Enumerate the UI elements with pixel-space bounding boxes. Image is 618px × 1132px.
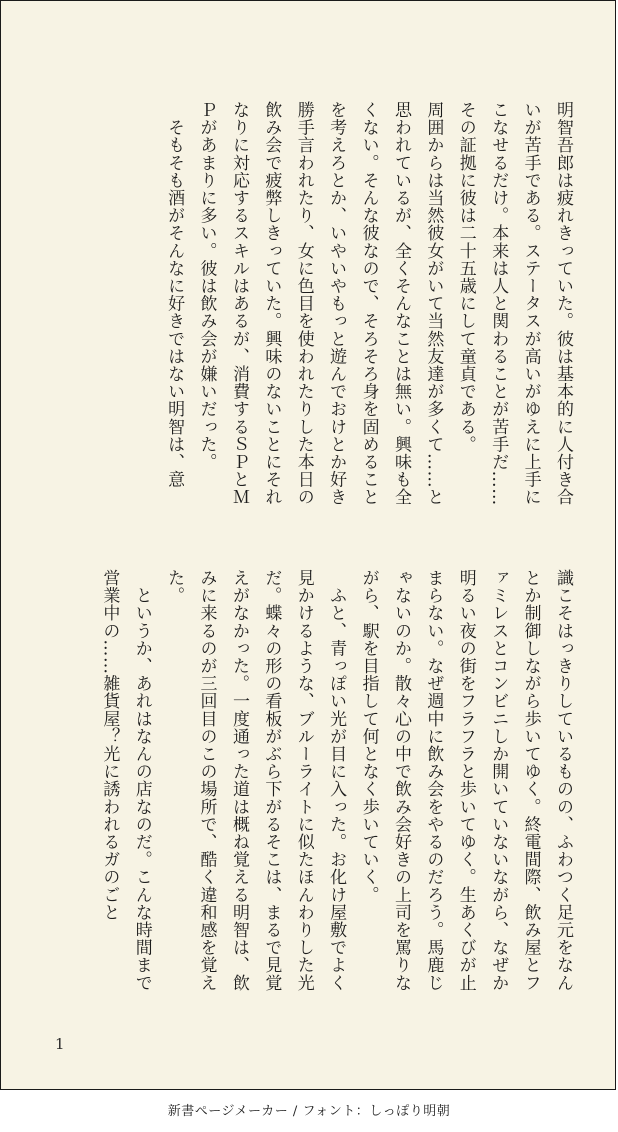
page-number: 1	[55, 1035, 65, 1053]
paragraph: 明智吾郎は疲れきっていた。彼は基本的に人付き合いが苦手である。ステータスが高いがゆえに上手にこなせるだけ。本来は人と関わることが苦手だ……その証拠に彼は二十五歳にして童貞である。	[455, 101, 573, 506]
paragraph: そもそも酒がそんなに好きではない明智は、意	[164, 101, 185, 489]
lower-text-block	[41, 569, 579, 1005]
paragraph: ふと、青っぽい光が目に入った。お化け屋敷でよく見かけるような、ブルーライトに似たほんわりした光だ。蝶々の形の看板がぶら下がるそこは、まるで見覚えがなかった。一度通った道は概ね覚える明智は、飲みに来るのが三回目のこの場所で、酷く違和感を覚えた。	[164, 569, 347, 992]
paragraph: というか、あれはなんの店なのだ。こんな時間まで営業中の……雑貨屋？光に誘われるガのごと	[99, 569, 152, 992]
footer-credit: 新書ページメーカー / フォント：しっぽり明朝	[167, 1104, 451, 1119]
upper-text-block	[41, 101, 579, 521]
paragraph: 周囲からは当然彼女がいて当然友達が多くて……と思われているが、全くそんなことは無い。興味も全くない。そんな彼なので、そろそろ身を固めることを考えろとか、いやいやもっと遊んでおけとか好き勝手言われたり、女に色目を使われたりした本日の飲み会で疲弊しきっていた。興味のないことにそれなりに対応するスキルはあるが、消費するＳＰとＭＰがあまりに多い。彼は飲み会が嫌いだった。	[196, 101, 444, 506]
paragraph: 識こそはっきりしているものの、ふわつく足元をなんとか制御しながら歩いてゆく。終電間際、飲み屋とファミレスとコンビニしか開いていないながら、なぜか明るい夜の街をフラフラと歩いてゆく。生あくびが止まらない。なぜ週中に飲み会をやるのだろう。馬鹿じゃないのか。散々心の中で飲み会好きの上司を罵りながら、駅を目指して何となく歩いていく。	[358, 569, 573, 992]
